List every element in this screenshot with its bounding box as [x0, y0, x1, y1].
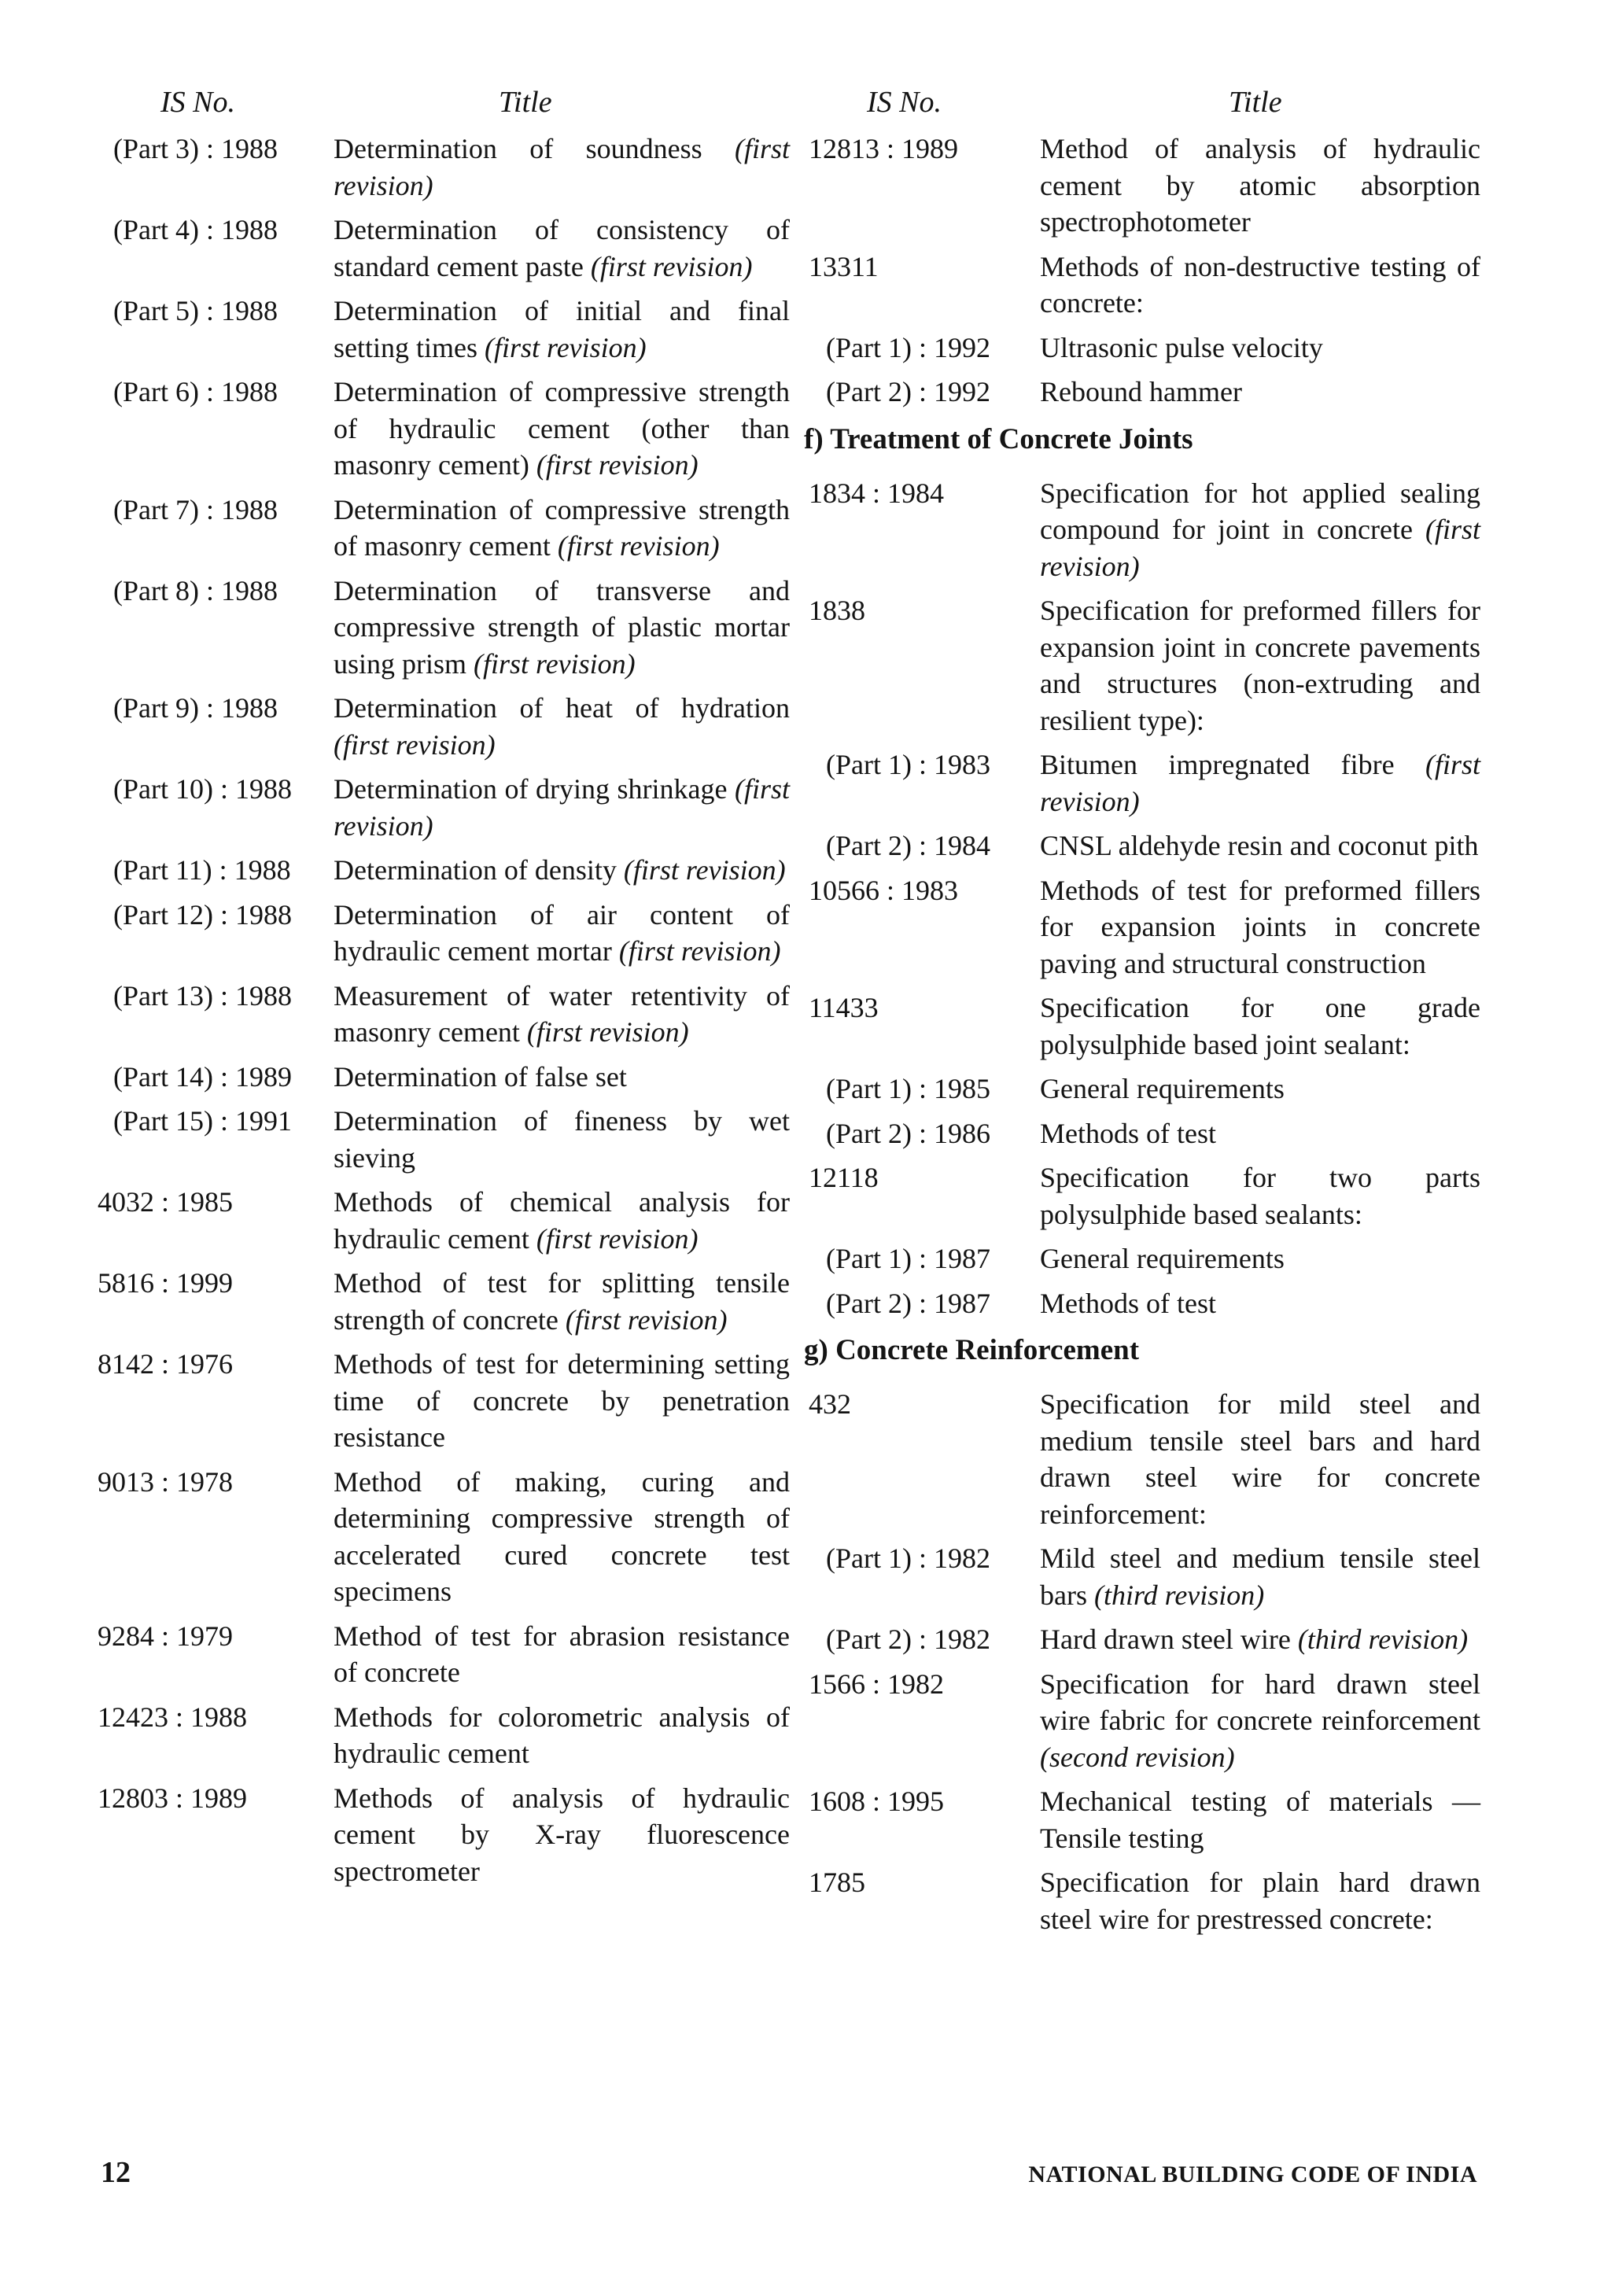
is-number: 9284 : 1979 [98, 1620, 234, 1652]
title-text: Determination of consistency of standard cement paste [334, 214, 790, 282]
is-number: (Part 2) : 1982 [826, 1623, 990, 1655]
is-number: (Part 14) : 1989 [113, 1060, 292, 1093]
title-text: Determination of air content of hydraulic cement mortar [334, 898, 790, 967]
is-number: (Part 5) : 1988 [113, 295, 278, 326]
is-number: 11433 [809, 992, 879, 1023]
revision-note: (first revision) [536, 449, 699, 481]
is-no-header: IS No. [867, 86, 942, 119]
standard-title [1040, 592, 1480, 739]
standard-row [804, 1864, 1480, 1937]
is-number: (Part 2) : 1986 [826, 1117, 990, 1149]
standard-title [1040, 1071, 1480, 1107]
revision-note: (first revision) [590, 250, 753, 282]
title-text: Determination of initial and final setting times [334, 295, 790, 363]
standard-row [98, 852, 790, 889]
is-number: 1785 [809, 1867, 865, 1898]
is-number: 1838 [809, 595, 865, 626]
is-number: (Part 8) : 1988 [113, 574, 278, 606]
right-standards-list-a [804, 131, 1480, 411]
standard-row [804, 1540, 1480, 1613]
title-text: Specification for hot applied sealing compound for joint in concrete [1040, 477, 1480, 545]
standard-row [98, 1699, 790, 1772]
standard-title [1040, 131, 1480, 241]
is-number: (Part 11) : 1988 [113, 854, 291, 886]
title-text: Method of making, curing and determining compressive strength of accelerated cured concrete test specimens [334, 1465, 790, 1607]
standard-title [334, 1699, 790, 1772]
is-number: (Part 7) : 1988 [113, 493, 278, 525]
standard-title [334, 293, 790, 366]
is-number: 4032 : 1985 [98, 1186, 234, 1218]
is-number: 12423 : 1988 [98, 1701, 248, 1733]
right-standards-list-g [804, 1386, 1480, 1937]
standard-row [98, 1103, 790, 1176]
title-text: Determination of transverse and compressive strength of plastic mortar using prism [334, 574, 790, 680]
title-text: Determination of fineness by wet sieving [334, 1105, 790, 1174]
standard-row [804, 374, 1480, 411]
is-number: (Part 1) : 1987 [826, 1243, 990, 1274]
standard-title [334, 690, 790, 763]
is-number: (Part 12) : 1988 [113, 898, 292, 931]
revision-note: (first revision) [618, 935, 781, 967]
standard-row [98, 978, 790, 1051]
revision-note: (first revision) [334, 773, 790, 842]
is-number: (Part 13) : 1988 [113, 979, 292, 1012]
title-text: Method of analysis of hydraulic cement by atomic absorption spectrophotometer [1040, 133, 1480, 238]
standard-title [334, 852, 790, 889]
standard-row [98, 1265, 790, 1338]
standard-title [334, 1103, 790, 1176]
revision-note: (second revision) [1040, 1741, 1235, 1773]
standard-title [1040, 827, 1480, 864]
standard-title [1040, 249, 1480, 322]
title-text: Determination of drying shrinkage [334, 773, 728, 805]
revision-note: (first revision) [526, 1016, 689, 1048]
title-text: CNSL aldehyde resin and coconut pith [1040, 830, 1479, 861]
is-number: 13311 [809, 250, 879, 282]
standard-title [1040, 1621, 1480, 1658]
standard-title [1040, 872, 1480, 982]
standard-title [1040, 330, 1480, 367]
standard-row [804, 1666, 1480, 1776]
revision-note: (first revision) [557, 530, 720, 562]
standard-title [334, 374, 790, 484]
is-number: 12803 : 1989 [98, 1782, 248, 1814]
is-number: (Part 1) : 1982 [826, 1542, 990, 1574]
is-number: (Part 15) : 1991 [113, 1105, 292, 1137]
section-heading-f: f) Treatment of Concrete Joints [804, 422, 1193, 455]
is-number: (Part 2) : 1987 [826, 1287, 990, 1319]
revision-note: (first revision) [334, 728, 496, 761]
standard-title [1040, 1285, 1480, 1322]
standard-title [334, 771, 790, 844]
page-number: 12 [101, 2156, 131, 2189]
standard-title [334, 573, 790, 683]
is-number: (Part 3) : 1988 [113, 133, 278, 164]
standard-row [804, 1386, 1480, 1532]
standard-row [98, 131, 790, 204]
title-header: Title [1229, 86, 1282, 119]
title-text: Methods for colorometric analysis of hydraulic cement [334, 1701, 790, 1769]
title-text: Specification for two parts polysulphide based sealants: [1040, 1162, 1480, 1230]
title-header: Title [499, 86, 552, 119]
standard-row [98, 771, 790, 844]
is-number: (Part 1) : 1983 [826, 749, 990, 780]
title-text: Methods of test for preformed fillers for expansion joints in concrete paving and structural construction [1040, 874, 1480, 979]
standard-title [334, 492, 790, 565]
standard-row [804, 592, 1480, 739]
standard-row [804, 990, 1480, 1063]
title-text: Mild steel and medium tensile steel bars [1040, 1542, 1480, 1611]
title-text: Determination of soundness [334, 133, 702, 164]
title-text: Determination of compressive strength of hydraulic cement (other than masonry cement) [334, 376, 790, 481]
is-number: (Part 10) : 1988 [113, 773, 292, 805]
is-number: 1566 : 1982 [809, 1668, 945, 1700]
right-column [804, 85, 1480, 1945]
standard-row [98, 293, 790, 366]
standard-title [1040, 1864, 1480, 1937]
title-text: Rebound hammer [1040, 376, 1242, 407]
title-text: Methods of test [1040, 1117, 1216, 1149]
revision-note: (third revision) [1093, 1579, 1265, 1611]
title-text: Specification for plain hard drawn steel wire for prestressed concrete: [1040, 1867, 1480, 1935]
standard-title [334, 1780, 790, 1890]
standard-title [1040, 1666, 1480, 1776]
standard-row [804, 1240, 1480, 1277]
standard-title [1040, 990, 1480, 1063]
standard-title [334, 1184, 790, 1257]
standard-row [98, 1464, 790, 1610]
title-text: Methods of analysis of hydraulic cement by X-ray fluorescence spectrometer [334, 1782, 790, 1887]
title-text: Bitumen impregnated fibre [1040, 749, 1395, 780]
standard-title [334, 131, 790, 204]
is-number: 12118 [809, 1162, 879, 1193]
is-number: (Part 2) : 1984 [826, 830, 990, 861]
is-number: 5816 : 1999 [98, 1267, 234, 1299]
standard-row [98, 897, 790, 970]
title-text: Specification for one grade polysulphide based joint sealant: [1040, 992, 1480, 1060]
title-text: General requirements [1040, 1073, 1285, 1104]
is-number: 12813 : 1989 [809, 133, 959, 164]
standard-title [334, 1464, 790, 1610]
standard-row [804, 1621, 1480, 1658]
standard-title [334, 897, 790, 970]
left-column-header [98, 85, 790, 131]
revision-note: (first revision) [474, 647, 636, 680]
standard-row [804, 1285, 1480, 1322]
revision-note: (first revision) [334, 133, 791, 201]
title-text: Methods of non-destructive testing of concrete: [1040, 250, 1480, 319]
is-number: 1608 : 1995 [809, 1786, 945, 1817]
standard-title [1040, 1386, 1480, 1532]
standard-row [98, 1059, 790, 1096]
standard-row [804, 1159, 1480, 1233]
standard-row [804, 872, 1480, 982]
standard-row [804, 746, 1480, 820]
revision-note: (first revision) [1040, 749, 1481, 817]
left-column [98, 85, 790, 1897]
standard-row [98, 1618, 790, 1691]
standard-row [98, 492, 790, 565]
is-number: 432 [809, 1388, 851, 1420]
standard-title [1040, 746, 1480, 820]
standard-title [1040, 1159, 1480, 1233]
revision-note: (third revision) [1297, 1623, 1469, 1655]
standard-row [804, 131, 1480, 241]
revision-note: (first revision) [536, 1222, 699, 1255]
title-text: Methods of chemical analysis for hydraulic cement [334, 1186, 790, 1255]
title-text: Ultrasonic pulse velocity [1040, 331, 1323, 363]
standard-row [804, 1115, 1480, 1152]
title-text: Method of test for abrasion resistance of concrete [334, 1620, 790, 1688]
right-column-header [804, 85, 1480, 131]
standard-row [804, 1783, 1480, 1856]
standard-row [804, 475, 1480, 585]
standard-title [1040, 475, 1480, 585]
title-text: Specification for mild steel and medium tensile steel bars and hard drawn steel wire for concrete reinforcement: [1040, 1388, 1480, 1530]
standard-row [98, 374, 790, 484]
title-text: Specification for preformed fillers for expansion joint in concrete pavements and structures (non-extruding and resilient type): [1040, 595, 1480, 736]
standard-title [1040, 1240, 1480, 1277]
section-heading-g: g) Concrete Reinforcement [804, 1334, 1140, 1366]
standard-row [804, 827, 1480, 864]
standard-row [98, 1780, 790, 1890]
standard-title [1040, 1783, 1480, 1856]
title-text: Method of test for splitting tensile strength of concrete [334, 1267, 790, 1336]
is-number: 9013 : 1978 [98, 1465, 234, 1498]
title-text: Determination of false set [334, 1060, 627, 1093]
standard-title [1040, 374, 1480, 411]
revision-note: (first revision) [485, 331, 647, 363]
standard-row [804, 330, 1480, 367]
title-text: Determination of compressive strength of masonry cement [334, 493, 790, 562]
is-number: (Part 9) : 1988 [113, 692, 278, 724]
is-number: (Part 1) : 1985 [826, 1073, 990, 1104]
is-number: 1834 : 1984 [809, 477, 945, 509]
title-text: Hard drawn steel wire [1040, 1623, 1291, 1655]
is-no-header: IS No. [160, 86, 235, 119]
standard-title [334, 1265, 790, 1338]
title-text: Mechanical testing of materials — Tensile testing [1040, 1786, 1480, 1854]
publication-title: NATIONAL BUILDING CODE OF INDIA [1028, 2161, 1477, 2187]
title-text: Determination of heat of hydration [334, 692, 790, 724]
standard-row [98, 1184, 790, 1257]
title-text: Methods of test for determining setting time of concrete by penetration resistance [334, 1348, 790, 1453]
left-standards-list [98, 131, 790, 1889]
standard-row [804, 1071, 1480, 1107]
standard-title [334, 212, 790, 285]
is-number: 8142 : 1976 [98, 1348, 234, 1380]
revision-note: (first revision) [1040, 514, 1481, 582]
standard-title [334, 1618, 790, 1691]
is-number: (Part 1) : 1992 [826, 331, 990, 363]
standard-title [334, 1059, 790, 1096]
standard-row [98, 690, 790, 763]
standard-title [1040, 1540, 1480, 1613]
standard-title [334, 1346, 790, 1456]
standard-row [804, 249, 1480, 322]
standard-row [98, 573, 790, 683]
is-number: (Part 2) : 1992 [826, 376, 990, 407]
title-text: Determination of density [334, 854, 617, 886]
is-number: (Part 4) : 1988 [113, 214, 278, 245]
is-number: (Part 6) : 1988 [113, 376, 278, 407]
title-text: General requirements [1040, 1243, 1285, 1274]
revision-note: (first revision) [565, 1303, 728, 1336]
standard-row [98, 212, 790, 285]
standard-row [98, 1346, 790, 1456]
standard-title [334, 978, 790, 1051]
title-text: Measurement of water retentivity of masonry cement [334, 979, 790, 1048]
is-number: 10566 : 1983 [809, 874, 959, 906]
revision-note: (first revision) [623, 854, 786, 886]
right-standards-list-f [804, 475, 1480, 1322]
title-text: Methods of test [1040, 1287, 1216, 1319]
title-text: Specification for hard drawn steel wire fabric for concrete reinforcement [1040, 1668, 1480, 1736]
standard-title [1040, 1115, 1480, 1152]
